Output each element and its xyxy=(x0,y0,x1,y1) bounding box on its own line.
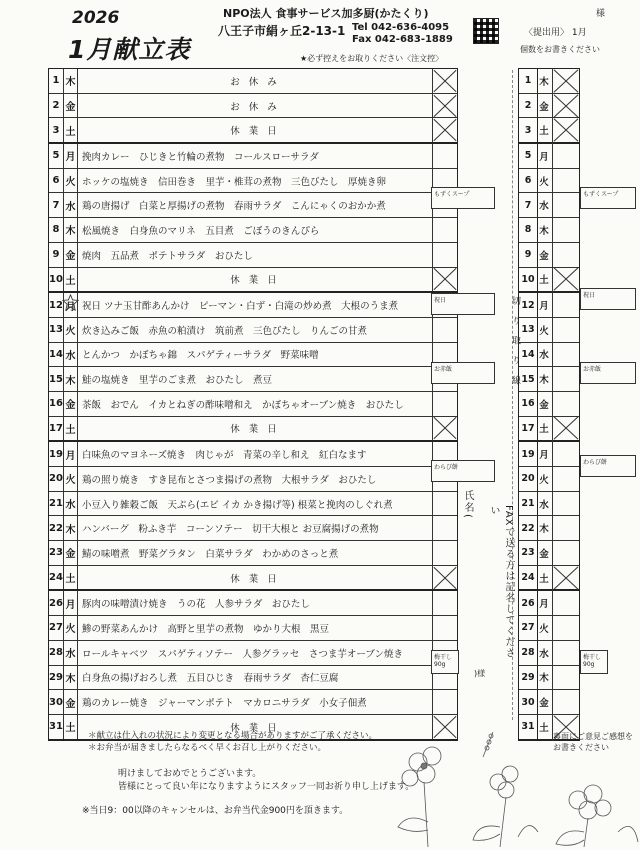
order-day-number: 19 xyxy=(519,442,537,467)
order-count-box[interactable] xyxy=(553,467,579,492)
menu-text: 鶏のカレー焼き ジャーマンポテト マカロニサラダ 小女子佃煮 xyxy=(82,698,367,710)
order-count-box[interactable] xyxy=(553,218,579,243)
day-number: 3 xyxy=(49,118,64,142)
order-weekday: 金 xyxy=(536,243,552,268)
order-day-number: 29 xyxy=(519,666,537,691)
weekday: 土 xyxy=(64,566,78,590)
weekday: 金 xyxy=(64,243,78,267)
menu-text: 休 業 日 xyxy=(230,573,280,585)
count-note: 個数をお書きください xyxy=(520,45,600,54)
new-year-greeting xyxy=(118,768,414,794)
menu-row xyxy=(49,690,457,715)
order-weekday: 水 xyxy=(536,193,552,218)
order-count-box[interactable] xyxy=(553,417,579,443)
order-day-number: 23 xyxy=(519,541,537,566)
order-weekday: 金 xyxy=(536,392,552,417)
order-day-number: 30 xyxy=(519,690,537,715)
order-count-box[interactable] xyxy=(553,591,579,616)
order-day-number: 8 xyxy=(519,218,537,243)
order-count-box[interactable] xyxy=(553,243,579,268)
order-weekday: 火 xyxy=(536,169,552,194)
menu-text: 休 業 日 xyxy=(230,275,280,287)
option-soup-left[interactable]: もずくスープ xyxy=(431,187,495,209)
order-box[interactable] xyxy=(432,144,457,168)
order-box[interactable] xyxy=(432,541,457,565)
day-number: 6 xyxy=(49,169,64,193)
org-name: NPO法人 食事サービス加多厨(かたくり) xyxy=(223,7,429,20)
menu-text: 白味魚のマヨネーズ焼き 肉じゃが 青菜の辛し和え 紅白なます xyxy=(82,450,367,462)
menu-text: ロールキャベツ スパゲティソテー 人参グラッセ さつま芋オーブン焼き xyxy=(82,648,404,660)
order-count-box[interactable] xyxy=(553,690,579,715)
option-umeboshi-left[interactable]: 梅干し 90g xyxy=(431,650,459,674)
cancel-policy: ※当日9：00以降のキャンセルは、お弁当代金900円を頂きます。 xyxy=(82,806,349,816)
menu-text: 鯵の野菜あんかけ 高野と里芋の煮物 ゆかり大根 黒豆 xyxy=(82,623,330,635)
order-weekday: 火 xyxy=(536,616,552,641)
order-count-column xyxy=(552,68,580,741)
menu-text: 祝日 ツナ玉甘酢あんかけ ピーマン・白ず・白滝の炒め煮 大根のうま煮 xyxy=(82,301,399,313)
weekday: 土 xyxy=(64,417,78,441)
option-sekihan-left[interactable]: お赤飯 xyxy=(431,362,495,384)
order-count-box[interactable] xyxy=(553,541,579,566)
menu-text: 豚肉の味噌漬け焼き うの花 人参サラダ おひたし xyxy=(82,599,310,611)
weekday: 火 xyxy=(64,318,78,342)
feedback-line-1: 裏面にご意見ご感想を xyxy=(553,732,633,741)
order-count-box[interactable] xyxy=(553,566,579,592)
order-weekday: 火 xyxy=(536,467,552,492)
order-day-number: 9 xyxy=(519,243,537,268)
order-box[interactable] xyxy=(432,566,457,590)
weekday: 木 xyxy=(64,69,78,93)
option-warabi-left[interactable]: わらび餅 xyxy=(431,460,495,482)
weekday: 金 xyxy=(64,94,78,118)
order-weekday: 水 xyxy=(536,641,552,666)
menu-text: ホッケの塩焼き 信田巻き 里芋・椎茸の煮物 三色びたし 厚焼き卵 xyxy=(82,176,387,188)
keep-copy-note: ★必ず控えをお取りください〈注文控〉 xyxy=(300,54,444,63)
menu-text: 松風焼き 白身魚のマリネ 五目煮 ごぼうのきんぴら xyxy=(82,225,320,237)
weekday: 木 xyxy=(64,218,78,242)
menu-row xyxy=(49,343,457,368)
order-weekday: 木 xyxy=(536,69,552,94)
order-box[interactable] xyxy=(432,94,457,118)
menu-text: 鯖の味噌煮 野菜グラタン 白菜サラダ わかめのさっと煮 xyxy=(82,548,339,560)
menu-row xyxy=(49,144,457,169)
day-number: 31 xyxy=(49,715,64,739)
day-number: 1 xyxy=(49,69,64,93)
menu-row xyxy=(49,591,457,616)
option-soup-right[interactable]: もずくスープ xyxy=(580,187,636,209)
order-count-box[interactable] xyxy=(553,492,579,517)
order-count-box[interactable] xyxy=(553,144,579,169)
day-number: 28 xyxy=(49,641,64,665)
fax-instruction: FAXで送る方は記名してください xyxy=(488,505,514,659)
order-day-number: 17 xyxy=(519,417,537,443)
day-number: 12 xyxy=(49,293,64,317)
weekday: 月 xyxy=(64,144,78,168)
name-sama-label: 様 xyxy=(596,9,606,19)
order-count-box[interactable] xyxy=(553,268,579,294)
order-count-box[interactable] xyxy=(553,442,579,467)
weekday: 水 xyxy=(64,343,78,367)
order-day-number: 24 xyxy=(519,566,537,592)
order-count-box[interactable] xyxy=(553,392,579,417)
order-weekday: 土 xyxy=(536,268,552,294)
order-box[interactable] xyxy=(432,218,457,242)
menu-row xyxy=(49,516,457,541)
menu-row xyxy=(49,193,457,218)
day-number: 5 xyxy=(49,144,64,168)
menu-row xyxy=(49,268,457,294)
order-day-number: 21 xyxy=(519,492,537,517)
order-weekday: 月 xyxy=(536,293,552,318)
order-count-box[interactable] xyxy=(553,169,579,194)
order-box[interactable] xyxy=(432,690,457,714)
note-menu-change: ＊献立は仕入れの状況により変更となる場合がありますがご了承ください。 xyxy=(88,731,378,741)
order-box[interactable] xyxy=(432,268,457,292)
menu-text: 鮭の塩焼き 里芋のごま煮 おひたし 煮豆 xyxy=(82,375,273,387)
day-number: 24 xyxy=(49,566,64,590)
order-weekday: 木 xyxy=(536,666,552,691)
menu-text: とんかつ かぼちゃ錦 スパゲティーサラダ 野菜味噌 xyxy=(82,350,319,362)
menu-table xyxy=(48,68,458,741)
order-count-box[interactable] xyxy=(553,343,579,368)
menu-text: 休 業 日 xyxy=(230,722,280,734)
day-number: 19 xyxy=(49,442,64,466)
menu-text: 休 業 日 xyxy=(230,126,280,138)
option-holiday-left[interactable]: 祝日 xyxy=(431,293,495,315)
order-day-number: 16 xyxy=(519,392,537,417)
order-weekday: 月 xyxy=(536,591,552,616)
order-weekday: 木 xyxy=(536,367,552,392)
order-weekday: 金 xyxy=(536,690,552,715)
greeting-line-1: 明けましておめでとうございます。 xyxy=(118,769,262,779)
day-number: 26 xyxy=(49,591,64,615)
flower-illustration xyxy=(388,722,640,850)
order-weekday: 土 xyxy=(536,417,552,443)
order-count-box[interactable] xyxy=(553,616,579,641)
menu-row xyxy=(49,417,457,443)
name-label: 氏名( xyxy=(462,490,473,520)
menu-row xyxy=(49,318,457,343)
menu-text: 白身魚の揚げおろし煮 五目ひじき 春雨サラダ 杏仁豆腐 xyxy=(82,673,339,685)
menu-row xyxy=(49,69,457,94)
weekday: 火 xyxy=(64,616,78,640)
order-weekday: 金 xyxy=(536,94,552,119)
day-number: 29 xyxy=(49,666,64,690)
order-day-number: 12 xyxy=(519,293,537,318)
menu-row xyxy=(49,293,457,318)
menu-text: お 休 み xyxy=(230,101,280,113)
menu-text: お 休 み xyxy=(230,76,280,88)
fax-number: Fax 042-683-1889 xyxy=(352,34,453,45)
menu-text: 鶏の唐揚げ 白菜と厚揚げの煮物 春雨サラダ こんにゃくのおかか煮 xyxy=(82,201,386,213)
option-sekihan-right[interactable]: お赤飯 xyxy=(580,362,636,384)
order-weekday: 月 xyxy=(536,442,552,467)
menu-row xyxy=(49,492,457,517)
day-number: 15 xyxy=(49,367,64,391)
order-day-number: 5 xyxy=(519,144,537,169)
weekday: 火 xyxy=(64,467,78,491)
order-weekday-column xyxy=(536,68,553,741)
greeting-line-2: 皆様にとって良い年になりますようにスタッフ一同お祈り申し上げます。 xyxy=(118,782,415,792)
menu-row xyxy=(49,218,457,243)
page-title: 1月献立表 xyxy=(68,35,191,64)
day-number: 8 xyxy=(49,218,64,242)
order-count-box[interactable] xyxy=(553,641,579,666)
order-count-box[interactable] xyxy=(553,94,579,119)
option-holiday-right[interactable]: 祝日 xyxy=(580,288,636,310)
order-day-number: 10 xyxy=(519,268,537,294)
tel-number: Tel 042-636-4095 xyxy=(352,22,450,33)
menu-row xyxy=(49,94,457,119)
order-weekday: 土 xyxy=(536,118,552,144)
weekday: 金 xyxy=(64,541,78,565)
order-count-box[interactable] xyxy=(553,293,579,318)
order-day-number: 20 xyxy=(519,467,537,492)
day-number: 14 xyxy=(49,343,64,367)
order-count-box[interactable] xyxy=(553,318,579,343)
order-day-number: 2 xyxy=(519,94,537,119)
order-weekday: 土 xyxy=(536,715,552,741)
menu-text: 小豆入り雑穀ご飯 天ぷら(エビ イカ かき揚げ等) 根菜と挽肉のしぐれ煮 xyxy=(82,499,393,511)
weekday: 木 xyxy=(64,367,78,391)
order-weekday: 金 xyxy=(536,541,552,566)
menu-text: 焼肉 五品煮 ポテトサラダ おひたし xyxy=(82,250,253,262)
order-day-number: 22 xyxy=(519,516,537,541)
order-box[interactable] xyxy=(432,591,457,615)
name-sama-suffix: )様 xyxy=(474,669,486,678)
order-box[interactable] xyxy=(432,392,457,416)
day-number: 17 xyxy=(49,417,64,441)
day-number: 10 xyxy=(49,268,64,292)
menu-text: 炊き込みご飯 赤魚の粕漬け 筑前煮 三色びたし りんごの甘煮 xyxy=(82,325,368,337)
weekday: 土 xyxy=(64,715,78,739)
menu-row xyxy=(49,541,457,566)
order-day-number: 3 xyxy=(519,118,537,144)
menu-row xyxy=(49,392,457,417)
order-box[interactable] xyxy=(432,616,457,640)
note-eat-soon: ＊お弁当が届きましたらなるべく早くお召し上がりください。 xyxy=(88,743,327,753)
order-day-number: 26 xyxy=(519,591,537,616)
qr-code-icon[interactable] xyxy=(473,18,499,44)
menu-text: 鶏の照り焼き すき昆布とさつま揚げの煮物 大根サラダ おひたし xyxy=(82,474,377,486)
menu-row xyxy=(49,367,457,392)
feedback-line-2: お書きください xyxy=(553,743,609,752)
order-box[interactable] xyxy=(432,492,457,516)
menu-text: 挽肉カレー ひじきと竹輪の煮物 コールスローサラダ xyxy=(82,151,319,163)
day-number: 16 xyxy=(49,392,64,416)
order-day-number: 31 xyxy=(519,715,537,741)
day-number: 7 xyxy=(49,193,64,217)
menu-row xyxy=(49,666,457,691)
order-day-number: 15 xyxy=(519,367,537,392)
option-umeboshi-right[interactable]: 梅干し 90g xyxy=(580,650,608,674)
order-day-number: 14 xyxy=(519,343,537,368)
weekday: 水 xyxy=(64,492,78,516)
order-box[interactable] xyxy=(432,318,457,342)
day-number: 21 xyxy=(49,492,64,516)
order-weekday: 水 xyxy=(536,343,552,368)
weekday: 月 xyxy=(64,293,78,317)
weekday: 月 xyxy=(64,591,78,615)
menu-row xyxy=(49,243,457,268)
menu-row xyxy=(49,442,457,467)
order-weekday: 土 xyxy=(536,566,552,592)
day-number: 27 xyxy=(49,616,64,640)
address: 八王子市絹ヶ丘2-13-1 xyxy=(218,24,346,38)
order-day-number: 6 xyxy=(519,169,537,194)
weekday: 月 xyxy=(64,442,78,466)
order-weekday: 水 xyxy=(536,492,552,517)
menu-row xyxy=(49,566,457,592)
order-count-box[interactable] xyxy=(553,516,579,541)
day-number: 2 xyxy=(49,94,64,118)
order-count-box[interactable] xyxy=(553,666,579,691)
order-box[interactable] xyxy=(432,243,457,267)
menu-row xyxy=(49,467,457,492)
order-box[interactable] xyxy=(432,417,457,441)
order-weekday: 木 xyxy=(536,218,552,243)
notes xyxy=(88,730,377,754)
order-day-number: 28 xyxy=(519,641,537,666)
order-weekday: 木 xyxy=(536,516,552,541)
day-number: 9 xyxy=(49,243,64,267)
menu-row xyxy=(49,169,457,194)
order-weekday: 火 xyxy=(536,318,552,343)
year: 2026 xyxy=(72,8,120,28)
menu-row xyxy=(49,616,457,641)
menu-row xyxy=(49,641,457,666)
day-number: 30 xyxy=(49,690,64,714)
order-count-box[interactable] xyxy=(553,193,579,218)
weekday: 土 xyxy=(64,118,78,142)
holiday-star-icon xyxy=(62,294,79,311)
order-day-number: 13 xyxy=(519,318,537,343)
weekday: 金 xyxy=(64,690,78,714)
weekday: 土 xyxy=(64,268,78,292)
weekday: 火 xyxy=(64,169,78,193)
day-number: 22 xyxy=(49,516,64,540)
order-count-box[interactable] xyxy=(553,118,579,144)
contact-numbers xyxy=(352,22,453,46)
menu-text: 休 業 日 xyxy=(230,424,280,436)
order-weekday: 月 xyxy=(536,144,552,169)
submit-label: 〈提出用〉 1月 xyxy=(524,28,587,38)
cut-line-label: 切 り 取 り 線 xyxy=(510,296,520,389)
menu-row xyxy=(49,118,457,144)
weekday: 木 xyxy=(64,666,78,690)
weekday: 水 xyxy=(64,193,78,217)
day-number: 23 xyxy=(49,541,64,565)
menu-text: ハンバーグ 粉ふき芋 コーンソテー 切干大根と お豆腐揚げの煮物 xyxy=(82,524,379,536)
weekday: 金 xyxy=(64,392,78,416)
menu-text: 茶飯 おでん イカとねぎの酢味噌和え かぼちゃオーブン焼き おひたし xyxy=(82,399,404,411)
day-number: 20 xyxy=(49,467,64,491)
order-count-box[interactable] xyxy=(553,69,579,94)
option-warabi-right[interactable]: わらび餅 xyxy=(580,455,636,477)
order-count-box[interactable] xyxy=(553,367,579,392)
weekday: 木 xyxy=(64,516,78,540)
weekday: 水 xyxy=(64,641,78,665)
order-day-number: 1 xyxy=(519,69,537,94)
order-box[interactable] xyxy=(432,69,457,93)
order-day-number: 27 xyxy=(519,616,537,641)
day-number: 13 xyxy=(49,318,64,342)
order-box[interactable] xyxy=(432,118,457,142)
order-day-number: 7 xyxy=(519,193,537,218)
order-box[interactable] xyxy=(432,516,457,540)
